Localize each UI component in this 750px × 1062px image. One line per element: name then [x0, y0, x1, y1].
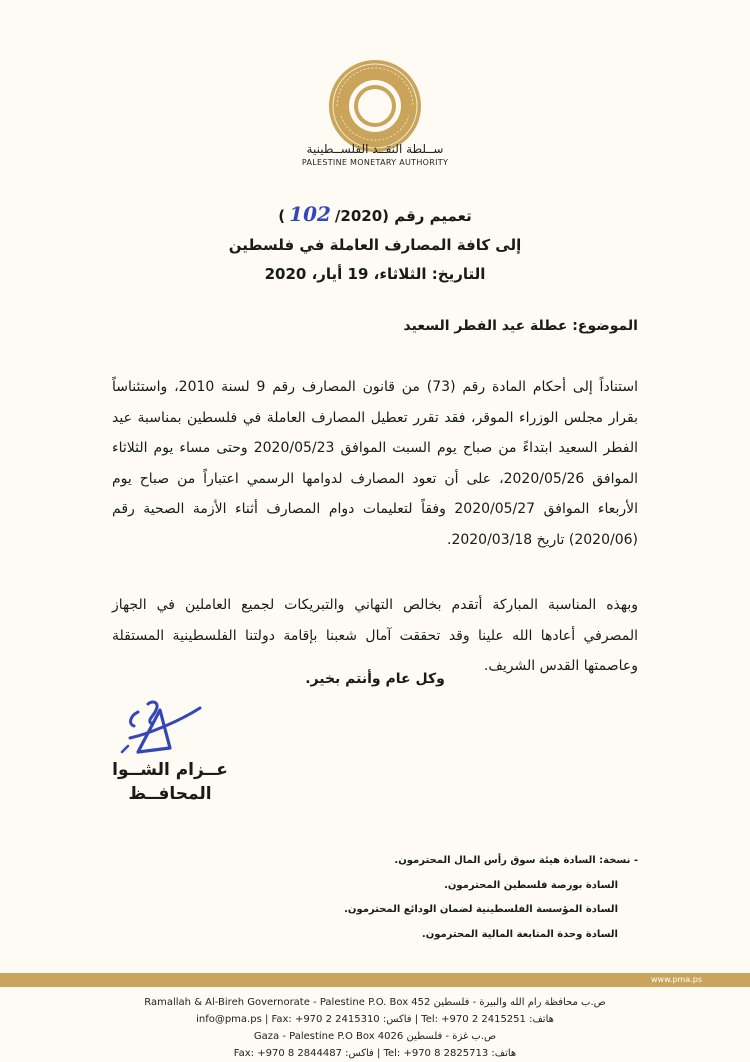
circular-suffix: /2020): [278, 207, 383, 225]
org-name-english: PALESTINE MONETARY AUTHORITY: [301, 158, 449, 167]
signatory-block: [110, 758, 230, 806]
footer-contact-gaza: Fax: +970 8 2844487 :فاكس | Tel: +970 8 2825713 :هاتف: [233, 1048, 517, 1059]
cc-item: السادة بورصة فلسطين المحترمون.: [444, 879, 618, 891]
footer-address-ramallah: Ramallah & Al-Bireh Governorate - Palestine P.O. Box 452 ص.ب محافظة رام الله والبيرة - فلسطين: [144, 997, 606, 1008]
signatory-title: المحافــظ: [128, 784, 212, 804]
circular-prefix: تعميم رقم (: [382, 207, 472, 225]
footer-contact: [0, 994, 750, 1062]
circular-heading: [0, 200, 750, 289]
subject-line: الموضوع: عطلة عيد الفطر السعيد: [403, 318, 638, 334]
org-name-arabic: ســلطة النقــد الفلســطينية: [306, 142, 444, 156]
circular-number-handwritten: 102: [289, 202, 331, 226]
footer-website: www.pma.ps: [651, 975, 702, 984]
recipients-line: إلى كافة المصارف العاملة في فلسطين: [228, 236, 522, 254]
cc-item: السادة المؤسسة الفلسطينية لضمان الودائع المحترمون.: [344, 904, 618, 915]
closing-greeting: وكل عام وأنتم بخير.: [305, 671, 445, 687]
date-line: التاريخ: الثلاثاء، 19 أيار، 2020: [264, 265, 486, 283]
body-paragraph-2: وبهذه المناسبة المباركة أتقدم بخالص التهاني والتبريكات لجميع العاملين في الجهاز المصرفي أعادها الله علينا وقد تحققت آمال شعبنا بإقامة دولتنا الفلسطينية المستقلة وعاصمتها القدس الشريف.: [112, 597, 638, 674]
body-paragraph-1: استناداً إلى أحكام المادة رقم (73) من قانون المصارف رقم 9 لسنة 2010، واستئناساً بقرار مجلس الوزراء الموقر، فقد تقرر تعطيل المصارف العاملة في فلسطين بمناسبة عيد الفطر السعيد ابتداءً من صباح يوم السبت الموافق 2020/05/23 وحتى مساء يوم الثلاثاء الموافق 2020/05/26، على أن تعود المصارف لدوامها الرسمي اعتباراً من صباح يوم الأربعاء الموافق 2020/05/27 وفقاً لتعليمات دوام المصارف أثناء الأزمة الصحية رقم (2020/06) تاريخ 2020/03/18.: [112, 379, 639, 548]
circular-number-line: [0, 200, 750, 231]
cc-list: [344, 849, 638, 947]
footer-gold-bar: [0, 973, 750, 987]
signatory-name: عــزام الشــوا: [112, 760, 228, 780]
cc-item: - نسخة: السادة هيئة سوق رأس المال المحترمون.: [394, 855, 638, 866]
cc-item: السادة وحدة المتابعة المالية المحترمون.: [421, 928, 618, 940]
footer-address-gaza: Gaza - Palestine P.O Box 4026 ص.ب غزة - فلسطين: [253, 1031, 497, 1042]
footer-contact-ramallah: info@pma.ps | Fax: +970 2 2415310 :فاكس | Tel: +970 2 2415251 :هاتف: [196, 1014, 554, 1025]
